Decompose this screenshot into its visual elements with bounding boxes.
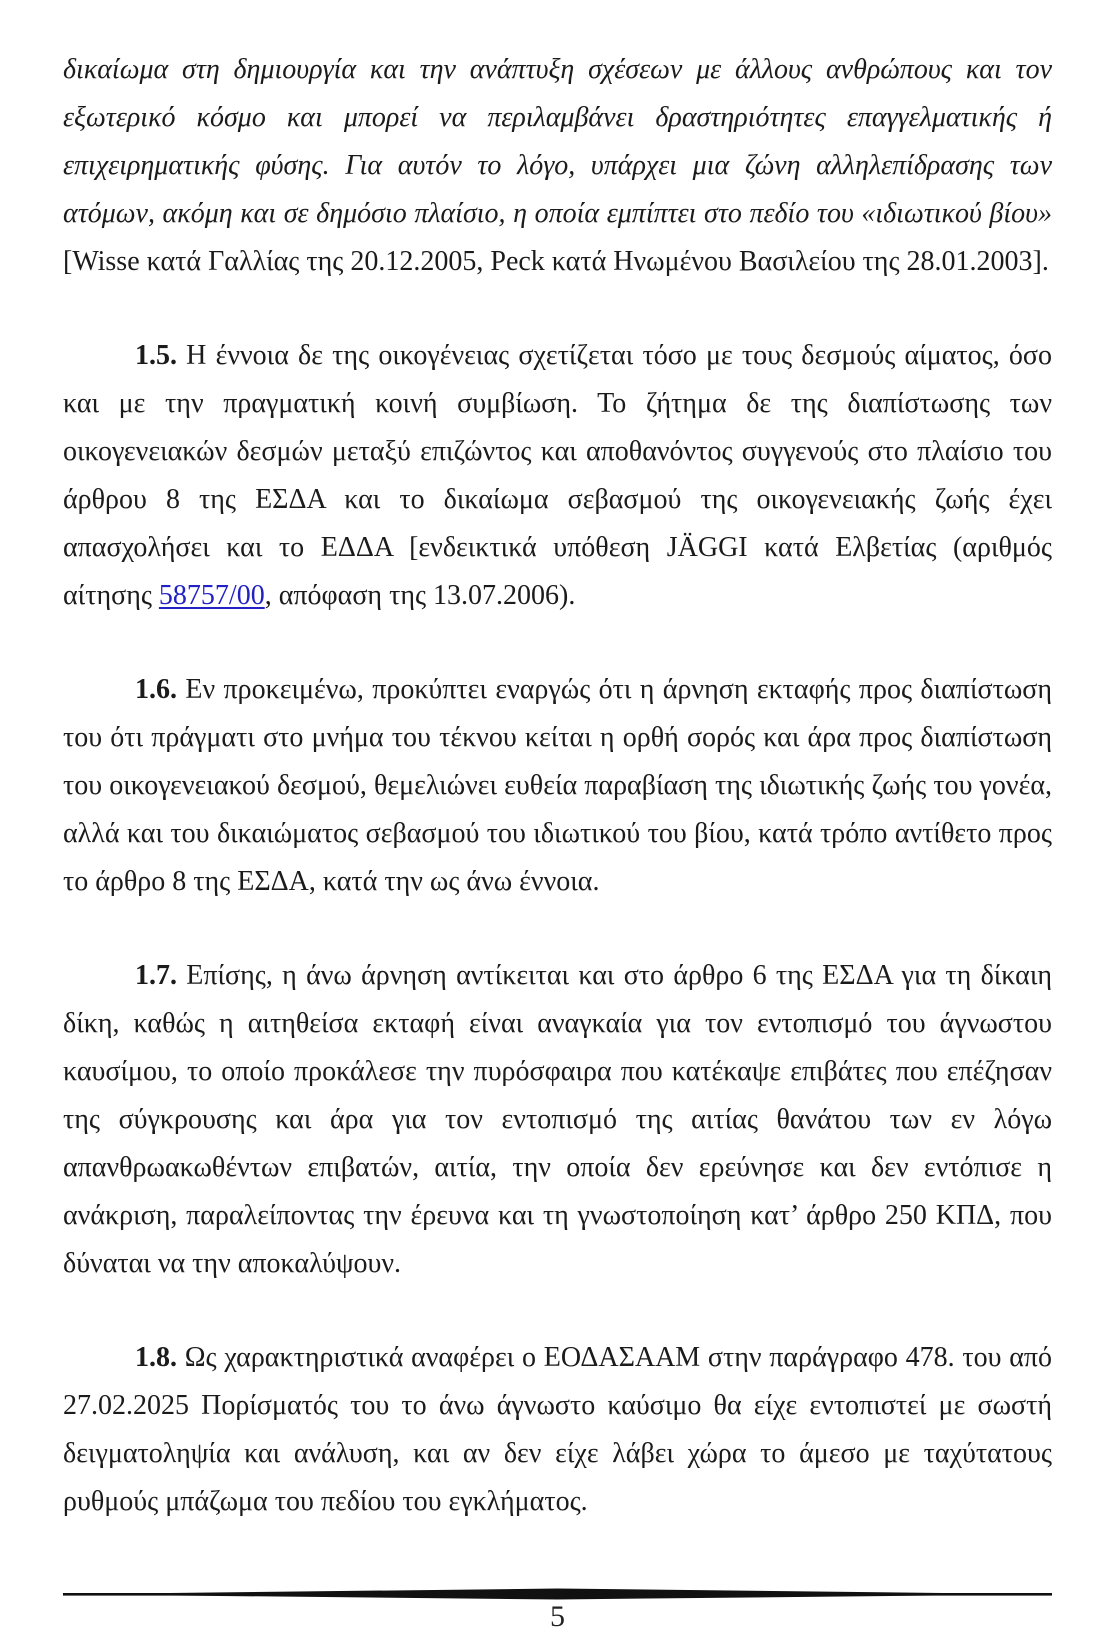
- page-footer: [63, 1588, 1052, 1634]
- text-segment: 1.8.: [135, 1342, 177, 1373]
- text-segment: Η έννοια δε της οικογένειας σχετίζεται τόσο με τους δεσμούς αίματος, όσο και με την πραγματική κοινή συμβίωση. Το ζήτημα δε της διαπίστωσης των οικογενειακών δεσμών μεταξύ επιζώντος και αποθανόντος συγγενούς στο πλαίσιο του άρθρου 8 της ΕΣΔΑ και το δικαίωμα σεβασμού της οικογενειακής ζωής έχει απασχολήσει και το ΕΔΔΑ [ενδεικτικά υπόθεση JÄGGI κατά Ελβετίας (αριθμός αίτησης: [63, 340, 1052, 611]
- application-number-link[interactable]: 58757/00: [158, 580, 265, 611]
- paragraph-continuation: [63, 46, 1052, 286]
- text-segment: Ως χαρακτηριστικά αναφέρει ο ΕΟΔΑΣΑΑΜ στην παράγραφο 478. του από 27.02.2025 Πορίσματός του το άνω άγνωστο καύσιμο θα είχε εντοπιστεί με σωστή δειγματοληψία και ανάλυση, και αν δεν είχε λάβει χώρα το άμεσο με ταχύτατους ρυθμούς μπάζωμα του πεδίου του εγκλήματος.: [63, 1342, 1052, 1517]
- paragraph-1-8: [63, 1334, 1052, 1526]
- paragraph-1-7: [63, 952, 1052, 1288]
- text-segment: , απόφαση της 13.07.2006).: [264, 580, 576, 611]
- paragraph-1-6: [63, 666, 1052, 906]
- text-segment: δικαίωμα στη δημιουργία και την ανάπτυξη σχέσεων με άλλους ανθρώπους και τον εξωτερικό κόσμο και μπορεί να περιλαμβάνει δραστηριότητες επαγγελματικής ή επιχειρηματικής φύσης. Για αυτόν το λόγο, υπάρχει μια ζώνη αλληλεπίδρασης των ατόμων, ακόμη και σε δημόσιο πλαίσιο, η οποία εμπίπτει στο πεδίο του «ιδιωτικού βίου»: [63, 54, 1052, 229]
- text-segment: 1.6.: [135, 674, 177, 705]
- paragraph-1-5: [63, 332, 1052, 620]
- text-segment: 1.5.: [135, 340, 177, 371]
- text-segment: [Wisse κατά Γαλλίας της 20.12.2005, Peck κατά Ηνωμένου Βασιλείου της 28.01.2003].: [63, 246, 1049, 277]
- text-segment: Εν προκειμένω, προκύπτει εναργώς ότι η άρνηση εκταφής προς διαπίστωση του ότι πράγματι στο μνήμα του τέκνου κείται η ορθή σορός και άρα προς διαπίστωση του οικογενειακού δεσμού, θεμελιώνει ευθεία παραβίαση της ιδιωτικής ζωής του γονέα, αλλά και του δικαιώματος σεβασμού του ιδιωτικού του βίου, κατά τρόπο αντίθετο προς το άρθρο 8 της ΕΣΔΑ, κατά την ως άνω έννοια.: [63, 674, 1052, 897]
- text-segment: 1.7.: [135, 960, 177, 991]
- text-segment: Επίσης, η άνω άρνηση αντίκειται και στο άρθρο 6 της ΕΣΔΑ για τη δίκαιη δίκη, καθώς η αιτηθείσα εκταφή είναι αναγκαία για τον εντοπισμό του άγνωστου καυσίμου, το οποίο προκάλεσε την πυρόσφαιρα που κατέκαψε επιβάτες που επέζησαν της σύγκρουσης και άρα για τον εντοπισμό της αιτίας θανάτου των εν λόγω απανθρωακωθέντων επιβατών, αιτία, την οποία δεν ερεύνησε και δεν εντόπισε η ανάκριση, παραλείποντας την έρευνα και τη γνωστοποίηση κατ’ άρθρο 250 ΚΠΔ, που δύναται να την αποκαλύψουν.: [63, 960, 1052, 1279]
- page-number: 5: [550, 1600, 565, 1633]
- footer-rule: [63, 1588, 1052, 1600]
